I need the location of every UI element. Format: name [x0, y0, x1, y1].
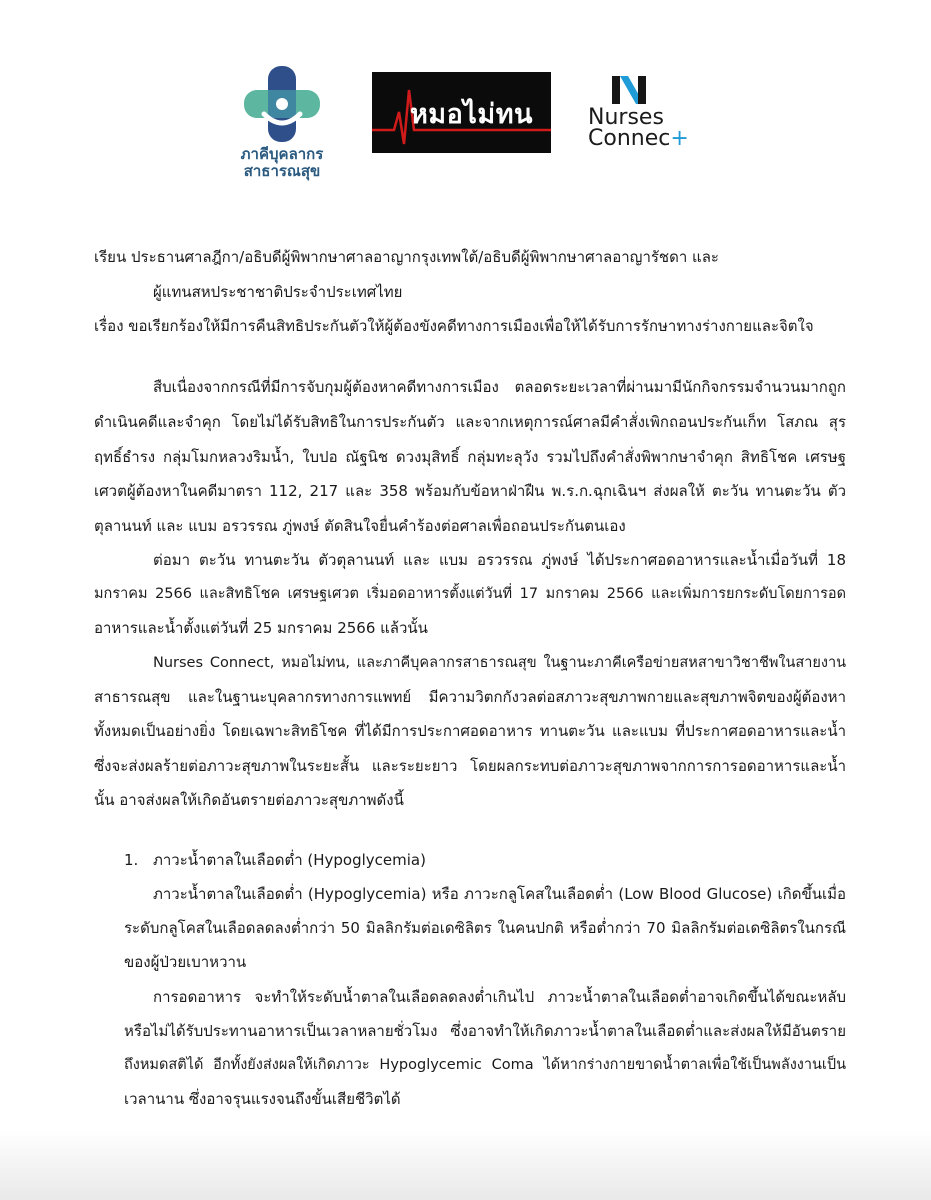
recipient-line-2: ผู้แทนสหประชาชาติประจำประเทศไทย [153, 283, 403, 301]
nurses-logo-plus: + [670, 126, 689, 151]
para3-line-3: ทั้งหมดเป็นอย่างยิ่ง โดยเฉพาะสิทธิโชค ที่ได้มีการประกาศอดอาหาร ทานตะวัน และแบม ที่ประกาศอดอาหารและน้ำ [94, 722, 846, 740]
para3-line-1: Nurses Connect, หมอไม่ทน, และภาคีบุคลากรสาธารณสุข ในฐานะภาคีเครือข่ายสหสาขาวิชาชีพในสายงาน [153, 655, 846, 671]
para1-line-4: เศวตผู้ต้องหาในคดีมาตรา 112, 217 และ 358 พร้อมกับข้อหาฝ่าฝืน พ.ร.ก.ฉุกเฉินฯ ส่งผลให้ ตะวัน ทานตะวัน ตัว [94, 482, 846, 500]
nurses-connect-logo [588, 74, 698, 154]
para2-line-2: มกราคม 2566 และสิทธิโชค เศรษฐเศวต เริ่มอดอาหารตั้งแต่วันที่ 17 มกราคม 2566 และเพิ่มการยกระดับโดยการอด [94, 586, 846, 602]
section1-para-a-line-1: ภาวะน้ำตาลในเลือดต่ำ (Hypoglycemia) หรือ ภาวะกลูโคสในเลือดต่ำ (Low Blood Glucose) เกิดขึ้นเมื่อ [153, 885, 846, 903]
section1-para-a-line-2: ระดับกลูโคสในเลือดลดลงต่ำกว่า 50 มิลลิกรัมต่อเดซิลิตร ในคนปกติ หรือต่ำกว่า 70 มิลลิกรัมต่อเดซิลิตรในกรณี [124, 919, 846, 937]
bhakhi-logo-line2: สาธารณสุข [243, 162, 321, 180]
section1-para-a-line-3: ของผู้ป่วยเบาหวาน [124, 953, 247, 971]
para1-line-1: สืบเนื่องจากกรณีที่มีการจับกุมผู้ต้องหาคดีทางการเมือง ตลอดระยะเวลาที่ผ่านมามีนักกิจกรรมจำนวนมากถูก [153, 378, 846, 396]
para3-line-5: นั้น อาจส่งผลให้เกิดอันตรายต่อภาวะสุขภาพดังนี้ [94, 791, 404, 809]
n-mark-icon [610, 74, 652, 106]
para2-line-3: อาหารและน้ำตั้งแต่วันที่ 25 มกราคม 2566 แล้วนั้น [94, 619, 428, 637]
section1-para-b-line-3: ถึงหมดสติได้ อีกทั้งยังส่งผลให้เกิดภาวะ Hypoglycemic Coma ได้หากร่างกายขาดน้ำตาลเพื่อใช้เป็นพลังงานเป็น [124, 1057, 846, 1073]
bhakhi-logo-line1: ภาคีบุคลากร [240, 145, 324, 163]
section1-title: ภาวะน้ำตาลในเลือดต่ำ (Hypoglycemia) [153, 851, 426, 869]
para1-line-2: ดำเนินคดีและจำคุก โดยไม่ได้รับสิทธิในการประกันตัว และจากเหตุการณ์ศาลมีคำสั่งเพิกถอนประกันเก็ท โสภณ สุร [94, 413, 846, 431]
bhakhi-logo [228, 62, 336, 180]
recipient-line-1: เรียน ประธานศาลฎีกา/อธิบดีผู้พิพากษาศาลอาญากรุงเทพใต้/อธิบดีผู้พิพากษาศาลอาญารัชดา และ [94, 248, 719, 266]
section1-para-b-line-1: การอดอาหาร จะทำให้ระดับน้ำตาลในเลือดลดลงต่ำเกินไป ภาวะน้ำตาลในเลือดต่ำอาจเกิดขึ้นได้ขณะหลับ [153, 988, 846, 1006]
medical-cross-icon [240, 62, 324, 146]
para2-line-1: ต่อมา ตะวัน ทานตะวัน ตัวตุลานนท์ และ แบม อรวรรณ ภู่พงษ์ ได้ประกาศอดอาหารและน้ำเมื่อวันที่ 18 [153, 551, 846, 569]
page-bottom-shadow [0, 1130, 931, 1200]
section1-number: 1. [124, 851, 139, 869]
para3-line-2: สาธารณสุข และในฐานะบุคลากรทางการแพทย์ มีความวิตกกังวลต่อสภาวะสุขภาพกายและสุขภาพจิตของผู้ต้องหา [94, 688, 846, 706]
para1-line-5: ตุลานนท์ และ แบม อรวรรณ ภู่พงษ์ ตัดสินใจยื่นคำร้องต่อศาลเพื่อถอนประกันตนเอง [94, 517, 626, 535]
nurses-logo-connec: Connec [588, 126, 671, 151]
nurses-logo-line1: Nurses [588, 105, 664, 130]
section1-para-b-line-2: หรือไม่ได้รับประทานอาหารเป็นเวลาหลายชั่วโมง ซึ่งอาจทำให้เกิดภาวะน้ำตาลในเลือดต่ำและส่งผลให้มีอันตราย [124, 1022, 846, 1040]
nurses-logo-line2 [588, 128, 689, 150]
subject-line: เรื่อง ขอเรียกร้องให้มีการคืนสิทธิประกันตัวให้ผู้ต้องขังคดีทางการเมืองเพื่อให้ได้รับการรักษาทางร่างกายและจิตใจ [94, 317, 814, 335]
para3-line-4: ซึ่งจะส่งผลร้ายต่อภาวะสุขภาพในระยะสั้น และระยะยาว โดยผลกระทบต่อภาวะสุขภาพจากการการอดอาหารและน้ำ [94, 757, 846, 775]
section1-para-b-line-4: เวลานาน ซึ่งอาจรุนแรงจนถึงขั้นเสียชีวิตได้ [124, 1090, 401, 1108]
para1-line-3: ฤทธิ์ธำรง กลุ่มโมกหลวงริมน้ำ, ใบปอ ณัฐนิช ดวงมุสิทธิ์ กลุ่มทะลุวัง รวมไปถึงคำสั่งพิพากษาจำคุก สิทธิโชค เศรษฐ [94, 448, 846, 466]
mor-mai-ton-logo [372, 72, 551, 153]
mor-mai-ton-text: หมอไม่ทน [410, 99, 533, 130]
